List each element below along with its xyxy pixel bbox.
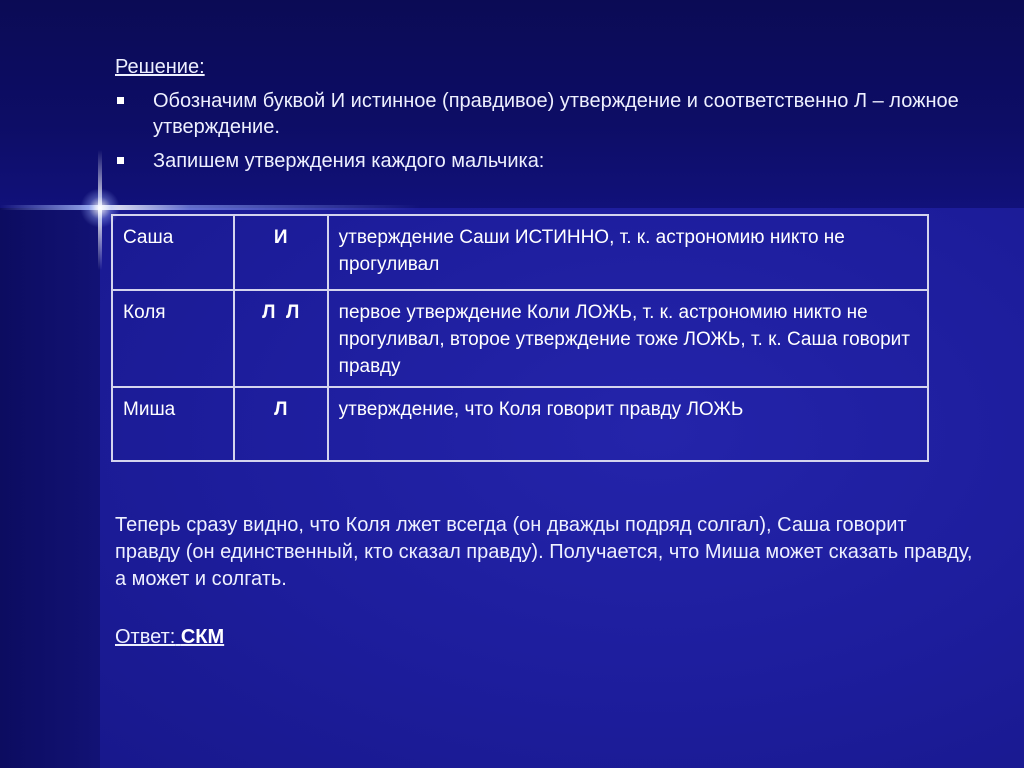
truth-value-cell: И xyxy=(234,215,328,290)
bullet-list xyxy=(115,88,995,182)
background-left-band xyxy=(0,208,100,768)
table-row xyxy=(112,290,928,387)
boy-name-cell: Коля xyxy=(112,290,234,387)
table-row xyxy=(112,387,928,461)
explanation-cell: утверждение, что Коля говорит правду ЛОЖЬ xyxy=(328,387,928,461)
solution-heading: Решение: xyxy=(115,56,205,78)
bullet-item xyxy=(115,88,995,140)
answer-label: Ответ: xyxy=(115,626,176,648)
bullet-text: Запишем утверждения каждого мальчика: xyxy=(153,150,545,172)
answer-line xyxy=(115,626,224,649)
answer-value: СКМ xyxy=(180,626,225,648)
square-bullet-icon xyxy=(117,157,124,164)
conclusion-paragraph: Теперь сразу видно, что Коля лжет всегда (он дважды подряд солгал), Саша говорит правду (он единственный, кто сказал правду). Получается, что Миша может сказать правду, а может и солгать. xyxy=(115,514,973,590)
statements-table xyxy=(111,214,929,462)
truth-value-cell: Л Л xyxy=(234,290,328,387)
explanation-cell: утверждение Саши ИСТИННО, т. к. астрономию никто не прогуливал xyxy=(328,215,928,290)
boy-name-cell: Миша xyxy=(112,387,234,461)
bullet-text: Обозначим буквой И истинное (правдивое) утверждение и соответственно Л – ложное утверждение. xyxy=(153,90,959,138)
square-bullet-icon xyxy=(117,97,124,104)
truth-value-cell: Л xyxy=(234,387,328,461)
light-flare-horizontal xyxy=(0,205,420,210)
boy-name-cell: Саша xyxy=(112,215,234,290)
explanation-cell: первое утверждение Коли ЛОЖЬ, т. к. астрономию никто не прогуливал, второе утверждение тоже ЛОЖЬ, т. к. Саша говорит правду xyxy=(328,290,928,387)
bullet-item xyxy=(115,148,995,174)
table-row xyxy=(112,215,928,290)
